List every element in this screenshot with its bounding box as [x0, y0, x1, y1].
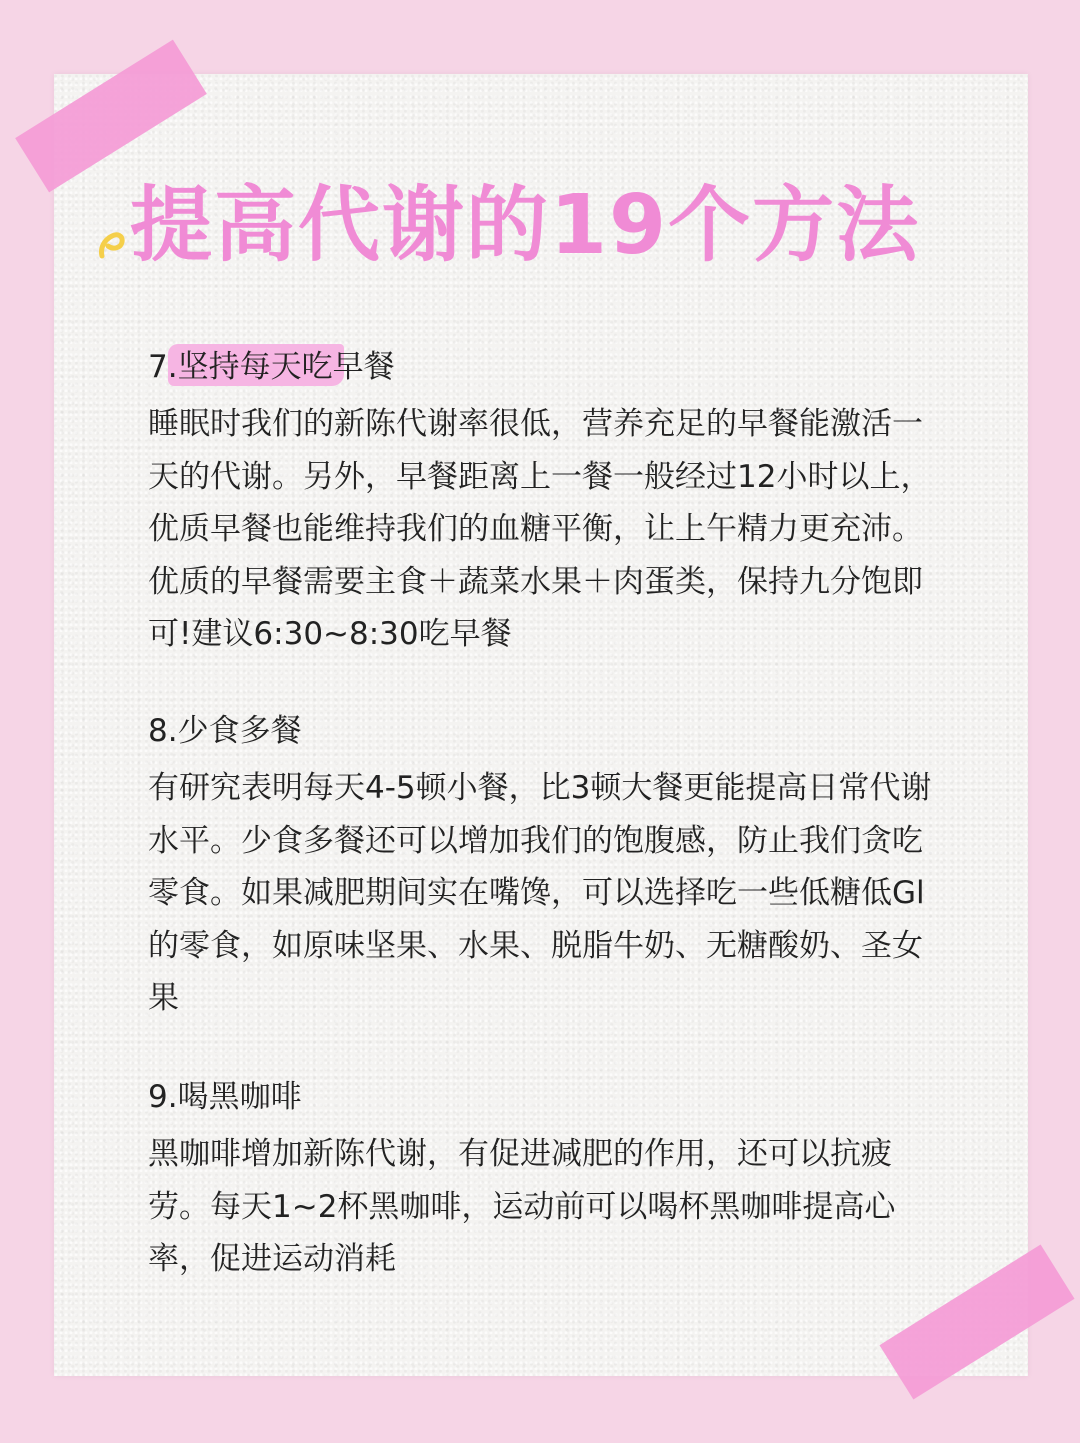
section-small-meals: [148, 706, 948, 1025]
section-heading-text: 9.喝黑咖啡: [148, 1079, 302, 1115]
section-heading: [148, 706, 302, 756]
section-black-coffee: [148, 1072, 948, 1286]
section-heading-text: 7.坚持每天吃早餐: [148, 349, 395, 385]
page-title: 提高代谢的19个方法: [130, 178, 921, 273]
section-body: 有研究表明每天4-5顿小餐，比3顿大餐更能提高日常代谢水平。少食多餐还可以增加我们的饱腹感，防止我们贪吃零食。如果减肥期间实在嘴馋，可以选择吃一些低糖低Gl的零食，如原味坚果、水果、脱脂牛奶、无糖酸奶、圣女果: [148, 770, 932, 1016]
section-body: 睡眠时我们的新陈代谢率很低，营养充足的早餐能激活一天的代谢。另外，早餐距离上一餐一般经过12小时以上，优质早餐也能维持我们的血糖平衡，让上午精力更充沛。优质的早餐需要主食＋蔬菜水果＋肉蛋类，保持九分饱即可!建议6:30~8:30吃早餐: [148, 406, 932, 652]
section-breakfast: [148, 342, 948, 661]
section-heading: [148, 1072, 302, 1122]
section-body: 黑咖啡增加新陈代谢，有促进减肥的作用，还可以抗疲劳。每天1~2杯黑咖啡，运动前可以喝杯黑咖啡提高心率，促进运动消耗: [148, 1136, 896, 1277]
section-heading: [148, 342, 395, 392]
section-heading-text: 8.少食多餐: [148, 713, 302, 749]
sparkle-icon: [96, 222, 126, 262]
